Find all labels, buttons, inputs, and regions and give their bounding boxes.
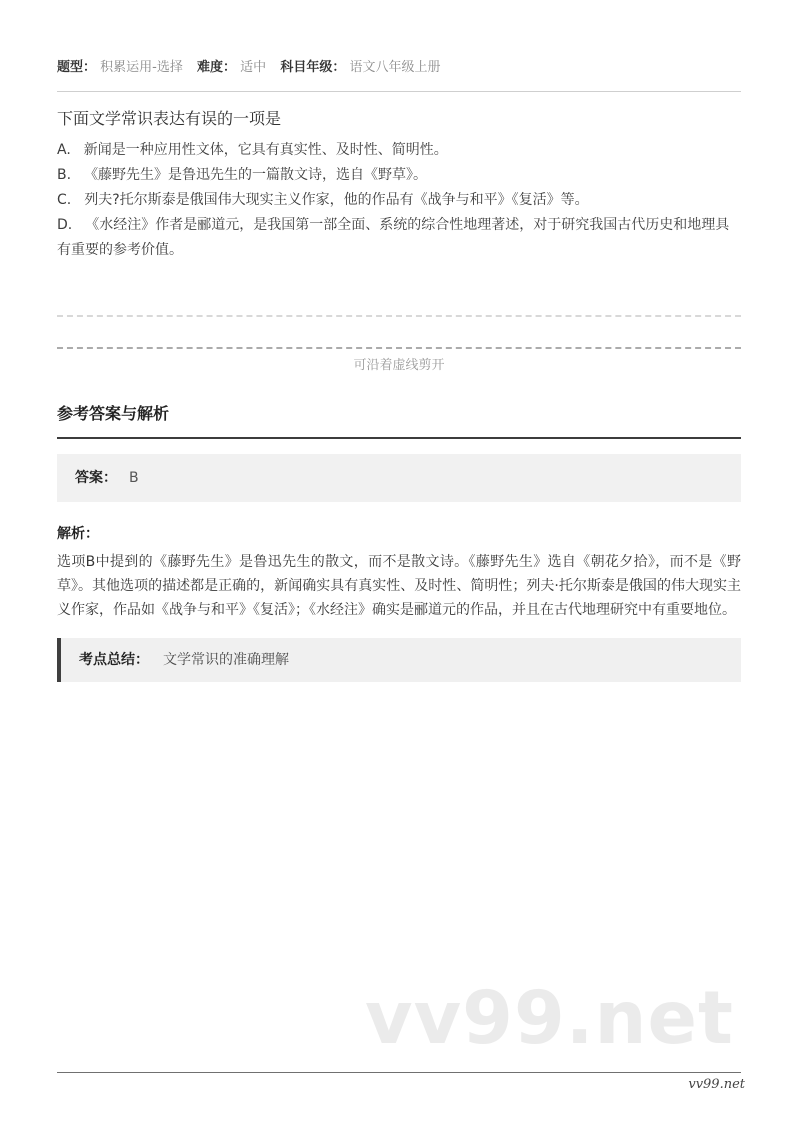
answer-section-heading: 参考答案与解析: [57, 404, 170, 423]
header-divider: [57, 91, 741, 92]
footer-divider: [57, 1072, 741, 1073]
cut-hint-text: 可沿着虚线剪开: [353, 358, 445, 373]
answer-section-divider: [57, 437, 741, 439]
footer-site-text: vv99.net: [688, 1077, 745, 1092]
question-type-label: 题型：: [57, 60, 97, 75]
question-type-value: 积累运用-选择: [100, 60, 183, 75]
option-a: [57, 138, 741, 163]
keypoint-summary-box: [57, 638, 741, 682]
difficulty-value: 适中: [240, 60, 267, 75]
answer-box: [57, 454, 741, 502]
keypoint-label: 考点总结：: [79, 652, 149, 668]
option-b-letter: B.: [57, 167, 72, 183]
subject-grade-value: 语文八年级上册: [349, 60, 441, 75]
option-b: [57, 163, 741, 188]
answer-label: 答案：: [75, 470, 117, 486]
answer-value: B: [129, 470, 139, 486]
subject-grade-label: 科目年级：: [280, 60, 346, 75]
analysis-label: 解析：: [57, 526, 99, 542]
option-d-text: 《水经注》作者是郦道元，是我国第一部全面、系统的综合性地理著述，对于研究我国古代历史和地理具有重要的参考价值。: [57, 217, 730, 258]
difficulty-label: 难度：: [197, 60, 237, 75]
question-title: 下面文学常识表达有误的一项是: [57, 109, 282, 128]
option-c-letter: C.: [57, 192, 72, 208]
option-d: [57, 213, 741, 263]
option-b-text: 《藤野先生》是鲁迅先生的一篇散文诗，选自《野草》。: [84, 167, 428, 183]
cut-dashed-line-top: [57, 315, 741, 317]
option-c-text: 列夫?托尔斯泰是俄国伟大现实主义作家，他的作品有《战争与和平》《复活》等。: [84, 192, 589, 208]
option-c: [57, 188, 741, 213]
option-a-text: 新闻是一种应用性文体，它具有真实性、及时性、简明性。: [83, 142, 448, 158]
question-meta-row: [57, 58, 741, 78]
site-watermark: vv99.net: [365, 976, 734, 1061]
option-d-letter: D.: [57, 217, 73, 233]
options-list: [57, 138, 741, 263]
cut-dashed-line-bottom: [57, 347, 741, 349]
analysis-text: 选项B中提到的《藤野先生》是鲁迅先生的散文，而不是散文诗。《藤野先生》选自《朝花夕拾》，而不是《野草》。其他选项的描述都是正确的，新闻确实具有真实性、及时性、简明性；列夫·托尔斯泰是俄国的伟大现实主义作家，作品如《战争与和平》《复活》；《水经注》确实是郦道元的作品，并且在古代地理研究中有重要地位。: [57, 554, 741, 618]
keypoint-value: 文学常识的准确理解: [163, 652, 289, 668]
option-a-letter: A.: [57, 142, 71, 158]
